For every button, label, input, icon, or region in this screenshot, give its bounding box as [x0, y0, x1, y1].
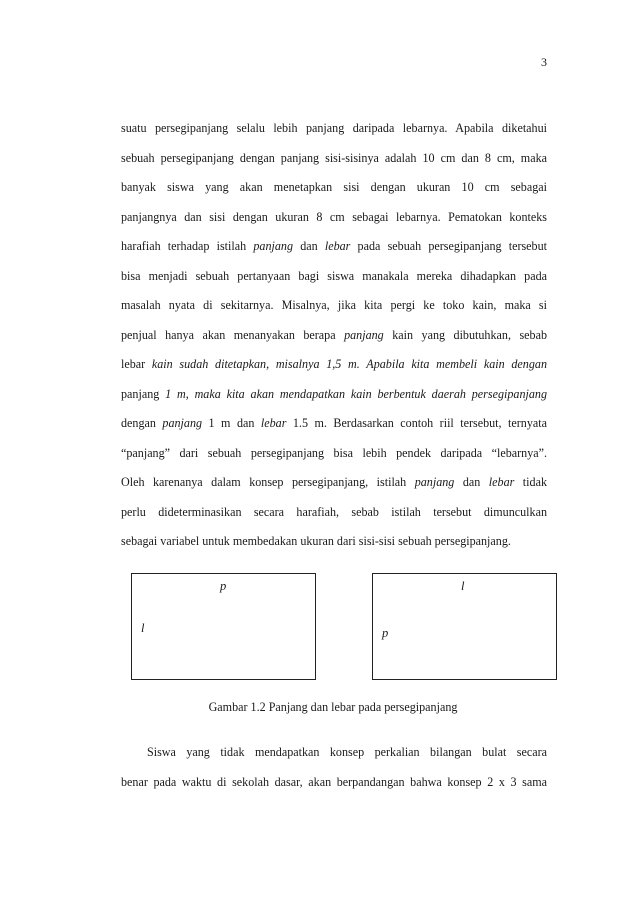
italic-term: 1 m, maka kita akan mendapatkan kain berbentuk daerah persegipanjang	[159, 386, 547, 401]
text-segment: benar pada waktu di sekolah dasar, akan berpandangan bahwa konsep 2 x 3 sama	[121, 774, 547, 789]
text-segment: pada sebuah persegipanjang tersebut	[350, 239, 548, 253]
rectangle-figure-b	[372, 573, 557, 680]
italic-term: panjang	[253, 239, 294, 253]
italic-term: kain sudah ditetapkan, misalnya 1,5 m. Apabila kita membeli kain dengan	[145, 357, 547, 371]
text-line	[121, 531, 547, 561]
text-line	[121, 118, 547, 148]
paragraph-2	[121, 742, 547, 801]
page-number: 3	[541, 55, 547, 69]
text-line	[121, 266, 547, 296]
text-segment: Oleh karenanya dalam konsep persegipanjang, istilah	[121, 475, 415, 489]
label-top: l	[461, 579, 465, 593]
text-line	[121, 295, 547, 325]
text-segment: sebagai variabel untuk membedakan ukuran dari sisi-sisi sebuah persegipanjang.	[121, 534, 511, 548]
text-segment: kain yang dibutuhkan, sebab	[383, 327, 547, 342]
text-segment: “panjang” dari sebuah persegipanjang bisa lebih pendek daripada “lebarnya”.	[121, 445, 547, 460]
text-segment: masalah nyata di sekitarnya. Misalnya, jika kita pergi ke toko kain, maka si	[121, 298, 547, 312]
text-line	[121, 384, 547, 414]
text-line	[121, 236, 547, 266]
label-side: p	[382, 626, 389, 640]
text-segment: suatu persegipanjang selalu lebih panjang daripada lebarnya. Apabila diketahui	[121, 121, 547, 135]
italic-term: lebar	[260, 416, 287, 430]
text-segment: harafiah terhadap istilah	[121, 239, 254, 253]
text-segment: dengan	[121, 416, 163, 430]
italic-term: lebar	[324, 239, 351, 253]
text-segment: dan	[293, 239, 325, 253]
italic-term: lebar	[488, 475, 515, 489]
text-line	[121, 148, 547, 178]
figure-caption: Gambar 1.2 Panjang dan lebar pada persegipanjang	[208, 700, 458, 714]
text-segment: Siswa yang tidak mendapatkan konsep perkalian bilangan bulat secara	[147, 745, 547, 759]
text-segment: dan	[454, 475, 489, 489]
text-segment: bisa menjadi sebuah pertanyaan bagi siswa manakala mereka dihadapkan pada	[121, 268, 547, 283]
text-line	[121, 177, 547, 207]
text-segment: 1.5 m. Berdasarkan contoh riil tersebut, ternyata	[286, 416, 547, 430]
paragraph-1	[121, 118, 547, 561]
text-segment: banyak siswa yang akan menetapkan sisi dengan ukuran 10 cm sebagai	[121, 180, 547, 194]
italic-term: panjang	[414, 475, 455, 489]
text-line	[121, 443, 547, 473]
italic-term: panjang	[162, 416, 203, 430]
text-line	[121, 472, 547, 502]
rectangle-figure-a	[131, 573, 316, 680]
text-line	[121, 207, 547, 237]
text-line	[121, 413, 547, 443]
italic-term: panjang	[344, 327, 384, 342]
label-top: p	[220, 579, 227, 593]
label-side: l	[141, 621, 145, 635]
text-line	[121, 325, 547, 355]
text-segment: panjangnya dan sisi dengan ukuran 8 cm sebagai lebarnya. Pematokan konteks	[121, 209, 547, 224]
text-line	[121, 742, 547, 772]
text-segment: panjang	[121, 386, 160, 401]
text-line	[121, 502, 547, 532]
text-segment: lebar	[121, 357, 146, 371]
text-segment: penjual hanya akan menanyakan berapa	[121, 327, 345, 342]
text-segment: tidak	[514, 475, 547, 489]
text-segment: sebuah persegipanjang dengan panjang sisi-sisinya adalah 10 cm dan 8 cm, maka	[121, 150, 547, 165]
text-segment: perlu dideterminasikan secara harafiah, sebab istilah tersebut dimunculkan	[121, 504, 547, 519]
text-segment: 1 m dan	[202, 416, 261, 430]
text-line	[121, 772, 547, 802]
text-line	[121, 354, 547, 384]
